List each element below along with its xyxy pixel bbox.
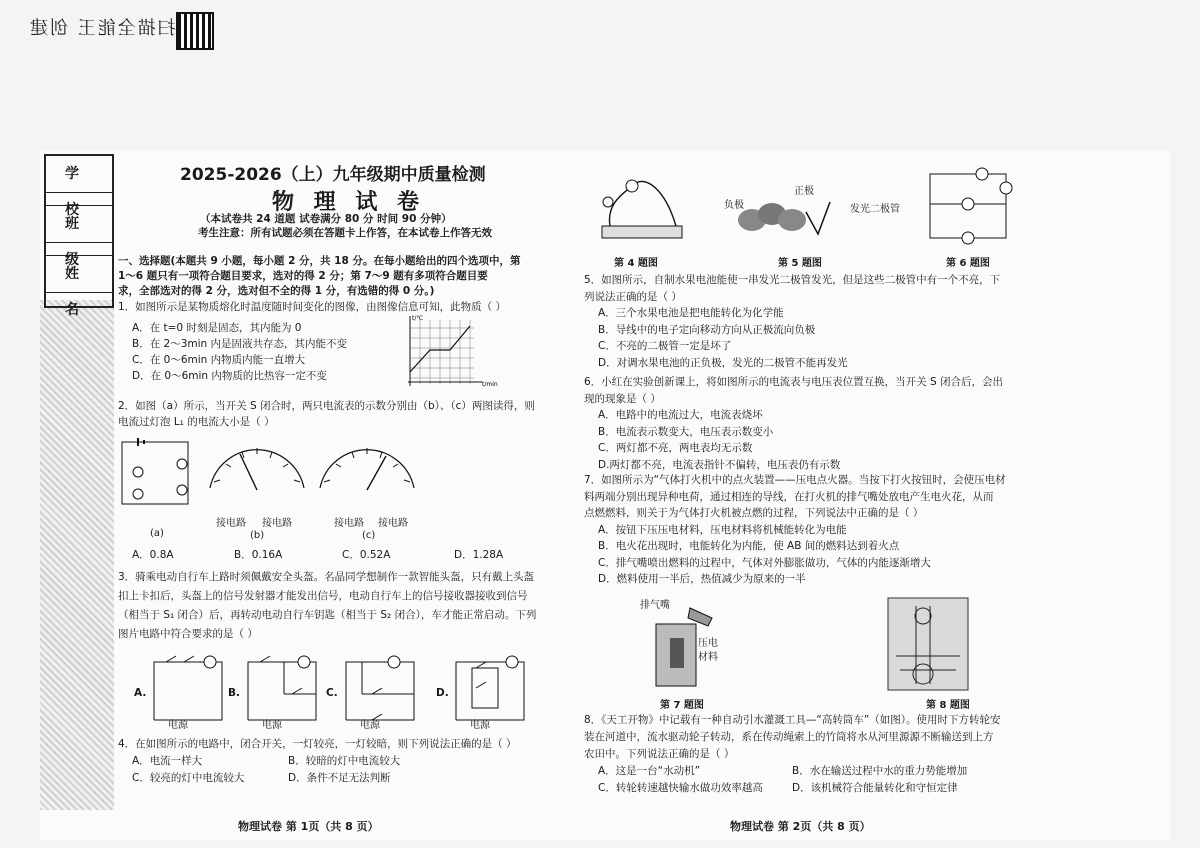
info-class: 班 级	[46, 206, 112, 243]
q1-temperature-graph	[398, 312, 518, 394]
exam-title: 2025-2026（上）九年级期中质量检测	[180, 165, 486, 185]
footer-page-2: 物理试卷 第 2页（共 8 页）	[730, 820, 871, 833]
fig8-waterwheel	[886, 596, 970, 692]
q1-graph-xlabel: t/min	[482, 381, 498, 388]
q2-ammeter-c	[312, 438, 422, 498]
exam-notice: 考生注意：所有试题必须在答题卡上作答，在本试卷上作答无效	[198, 227, 492, 239]
q2-terminal-b1: 接电路	[216, 518, 246, 529]
exam-subtitle: 物 理 试 卷	[272, 190, 425, 215]
q2-circuit-a	[118, 436, 198, 516]
binding-stripe	[40, 300, 114, 810]
footer-page-1: 物理试卷 第 1页（共 8 页）	[238, 820, 379, 833]
q3-circuit-c	[342, 654, 418, 726]
watermark-text: 扫描全能王 创建	[28, 18, 176, 39]
fig7-label-piezo1: 压电	[698, 638, 718, 649]
q3-option-c-label: C.	[326, 687, 338, 699]
fig7-label-nozzle: 排气嘴	[640, 600, 670, 611]
q1-graph-ylabel: t/℃	[412, 315, 424, 322]
fig5-fruit-battery	[722, 182, 862, 242]
q3-circuit-a	[150, 654, 226, 726]
fig7-label-piezo2: 材料	[698, 652, 718, 663]
fig6-caption: 第 6 题图	[946, 258, 990, 269]
section1-instructions: 一、选择题(本题共 9 小题，每小题 2 分，共 18 分。在每小题给出的四个选项中，第 1～6 题只有一项符合题目要求，选对的得 2 分；第 7～9 题有多项符合题目要 求，全部选对的得 2 分，选对但不全的得 1 分，有选错的得 0 分。)	[118, 255, 521, 297]
q3-option-d-label: D.	[436, 687, 449, 699]
question-7: 7．如图所示为“气体打火机中的点火装置——压电点火器。当按下打火按钮时，会使压电材 料两端分别出现异种电荷，通过相连的导线，在打火机的排气嘴处放电产生电火花，从而 点燃燃料，则关于为气体打火机被点燃的过程，下列说法中正确的是（ ） A．按钮下压压电材料，压电材料将机械能转化为电能 B．电火花出现时，电能转化为内能，使 AB 间的燃料达到着火点 C．排气嘴喷出燃料的过程中，气体对外膨胀做功，气体的内能逐渐增大 D．燃料使用一半后，热值减少为原来的一半	[584, 474, 1006, 585]
q3-option-a-label: A.	[134, 687, 147, 699]
q2-ammeter-b	[202, 438, 312, 498]
info-name: 姓 名	[46, 256, 112, 293]
fig5-caption: 第 5 题图	[778, 258, 822, 269]
q2-label-b: (b)	[250, 530, 265, 541]
q3-source-b: 电源	[262, 720, 282, 731]
fig7-caption: 第 7 题图	[660, 700, 704, 711]
q3-circuit-d	[452, 654, 528, 726]
q3-circuit-b	[244, 654, 320, 726]
exam-info: （本试卷共 24 道题 试卷满分 80 分 时间 90 分钟）	[200, 213, 452, 225]
q3-source-c: 电源	[360, 720, 380, 731]
question-6: 6．小红在实验创新课上，将如图所示的电流表与电压表位置互换，当开关 S 闭合后，会出 现的现象是（ ） A．电路中的电流过大，电流表烧坏 B．电流表示数变大，电压表示数变小 C．两灯都不亮，两电表均无示数 D.两灯都不亮，电流表指针不偏转，电压表仍有示数	[584, 376, 1004, 471]
fig4-circuit	[596, 172, 696, 248]
fig4-caption: 第 4 题图	[614, 258, 658, 269]
fig5-label-negative: 负极	[724, 200, 744, 211]
q3-option-b-label: B.	[228, 687, 240, 699]
question-8: 8．《天工开物》中记载有一种自动引水灌溉工具—“高转筒车”（如图）。使用时下方转轮安 装在河道中，流水驱动轮子转动，系在传动绳索上的竹筒将水从河里源源不断输送到上方 农田中。下列说法正确的是（ ） A．这是一台“水动机” B．水在输送过程中水的重力势能增加 C．转轮转速越快输水做功效率越高 D．该机械符合能量转化和守恒定律	[584, 714, 1001, 794]
q2-terminal-b2: 接电路	[262, 518, 292, 529]
fig6-circuit	[920, 160, 1014, 246]
question-5: 5．如图所示，自制水果电池能使一串发光二极管发光，但是这些二极管中有一个不亮，下 列说法正确的是（ ） A．三个水果电池是把电能转化为化学能 B．导线中的电子定向移动方向从正极流向负极 C．不亮的二极管一定是坏了 D．对调水果电池的正负极，发光的二极管不能再发光	[584, 274, 1001, 369]
info-school: 学 校	[46, 156, 112, 193]
q2-terminal-c2: 接电路	[378, 518, 408, 529]
q2-label-c: (c)	[362, 530, 376, 541]
question-2: 2．如图（a）所示，当开关 S 闭合时，两只电流表的示数分别由（b）、（c）两图读得，则 电流过灯泡 L₁ 的电流大小是（ ）	[118, 400, 535, 428]
q3-source-d: 电源	[470, 720, 490, 731]
qr-code	[176, 12, 214, 50]
fig5-label-positive: 正极	[794, 186, 814, 197]
q3-source-a: 电源	[168, 720, 188, 731]
q2-label-a: (a)	[150, 528, 164, 539]
fig5-label-led: 发光二极管	[850, 204, 900, 215]
student-info-box	[44, 154, 114, 318]
question-3: 3．骑乘电动自行车上路时须佩戴安全头盔。名晶同学想制作一款智能头盔，只有戴上头盔 扣上卡扣后，头盔上的信号发射器才能发出信号，电动自行车上的信号接收器接收到信号 （相当于 S₁ 闭合）后，再转动电动自行车钥匙（相当于 S₂ 闭合），车才能正常启动。下列 图片电路中符合要求的是（ ）	[118, 571, 537, 640]
question-1: 1．如图所示是某物质熔化时温度随时间变化的图像，由图像信息可知，此物质（ ） A．在 t=0 时刻是固态，其内能为 0 B．在 2～3min 内是固液共存态，其内能不变 C．在 0～6min 内物质内能一直增大 D．在 0～6min 内物质的比热容一定不变	[118, 301, 507, 382]
q2-options: A．0.8A B．0.16A C．0.52A D．1.28A	[132, 549, 504, 561]
question-4: 4．在如图所示的电路中，闭合开关，一灯较亮，一灯较暗，则下列说法正确的是（ ） A．电流一样大 B．较暗的灯中电流较大 C．较亮的灯中电流较大 D．条件不足无法判断	[118, 738, 517, 784]
fig8-caption: 第 8 题图	[926, 700, 970, 711]
q2-terminal-c1: 接电路	[334, 518, 364, 529]
